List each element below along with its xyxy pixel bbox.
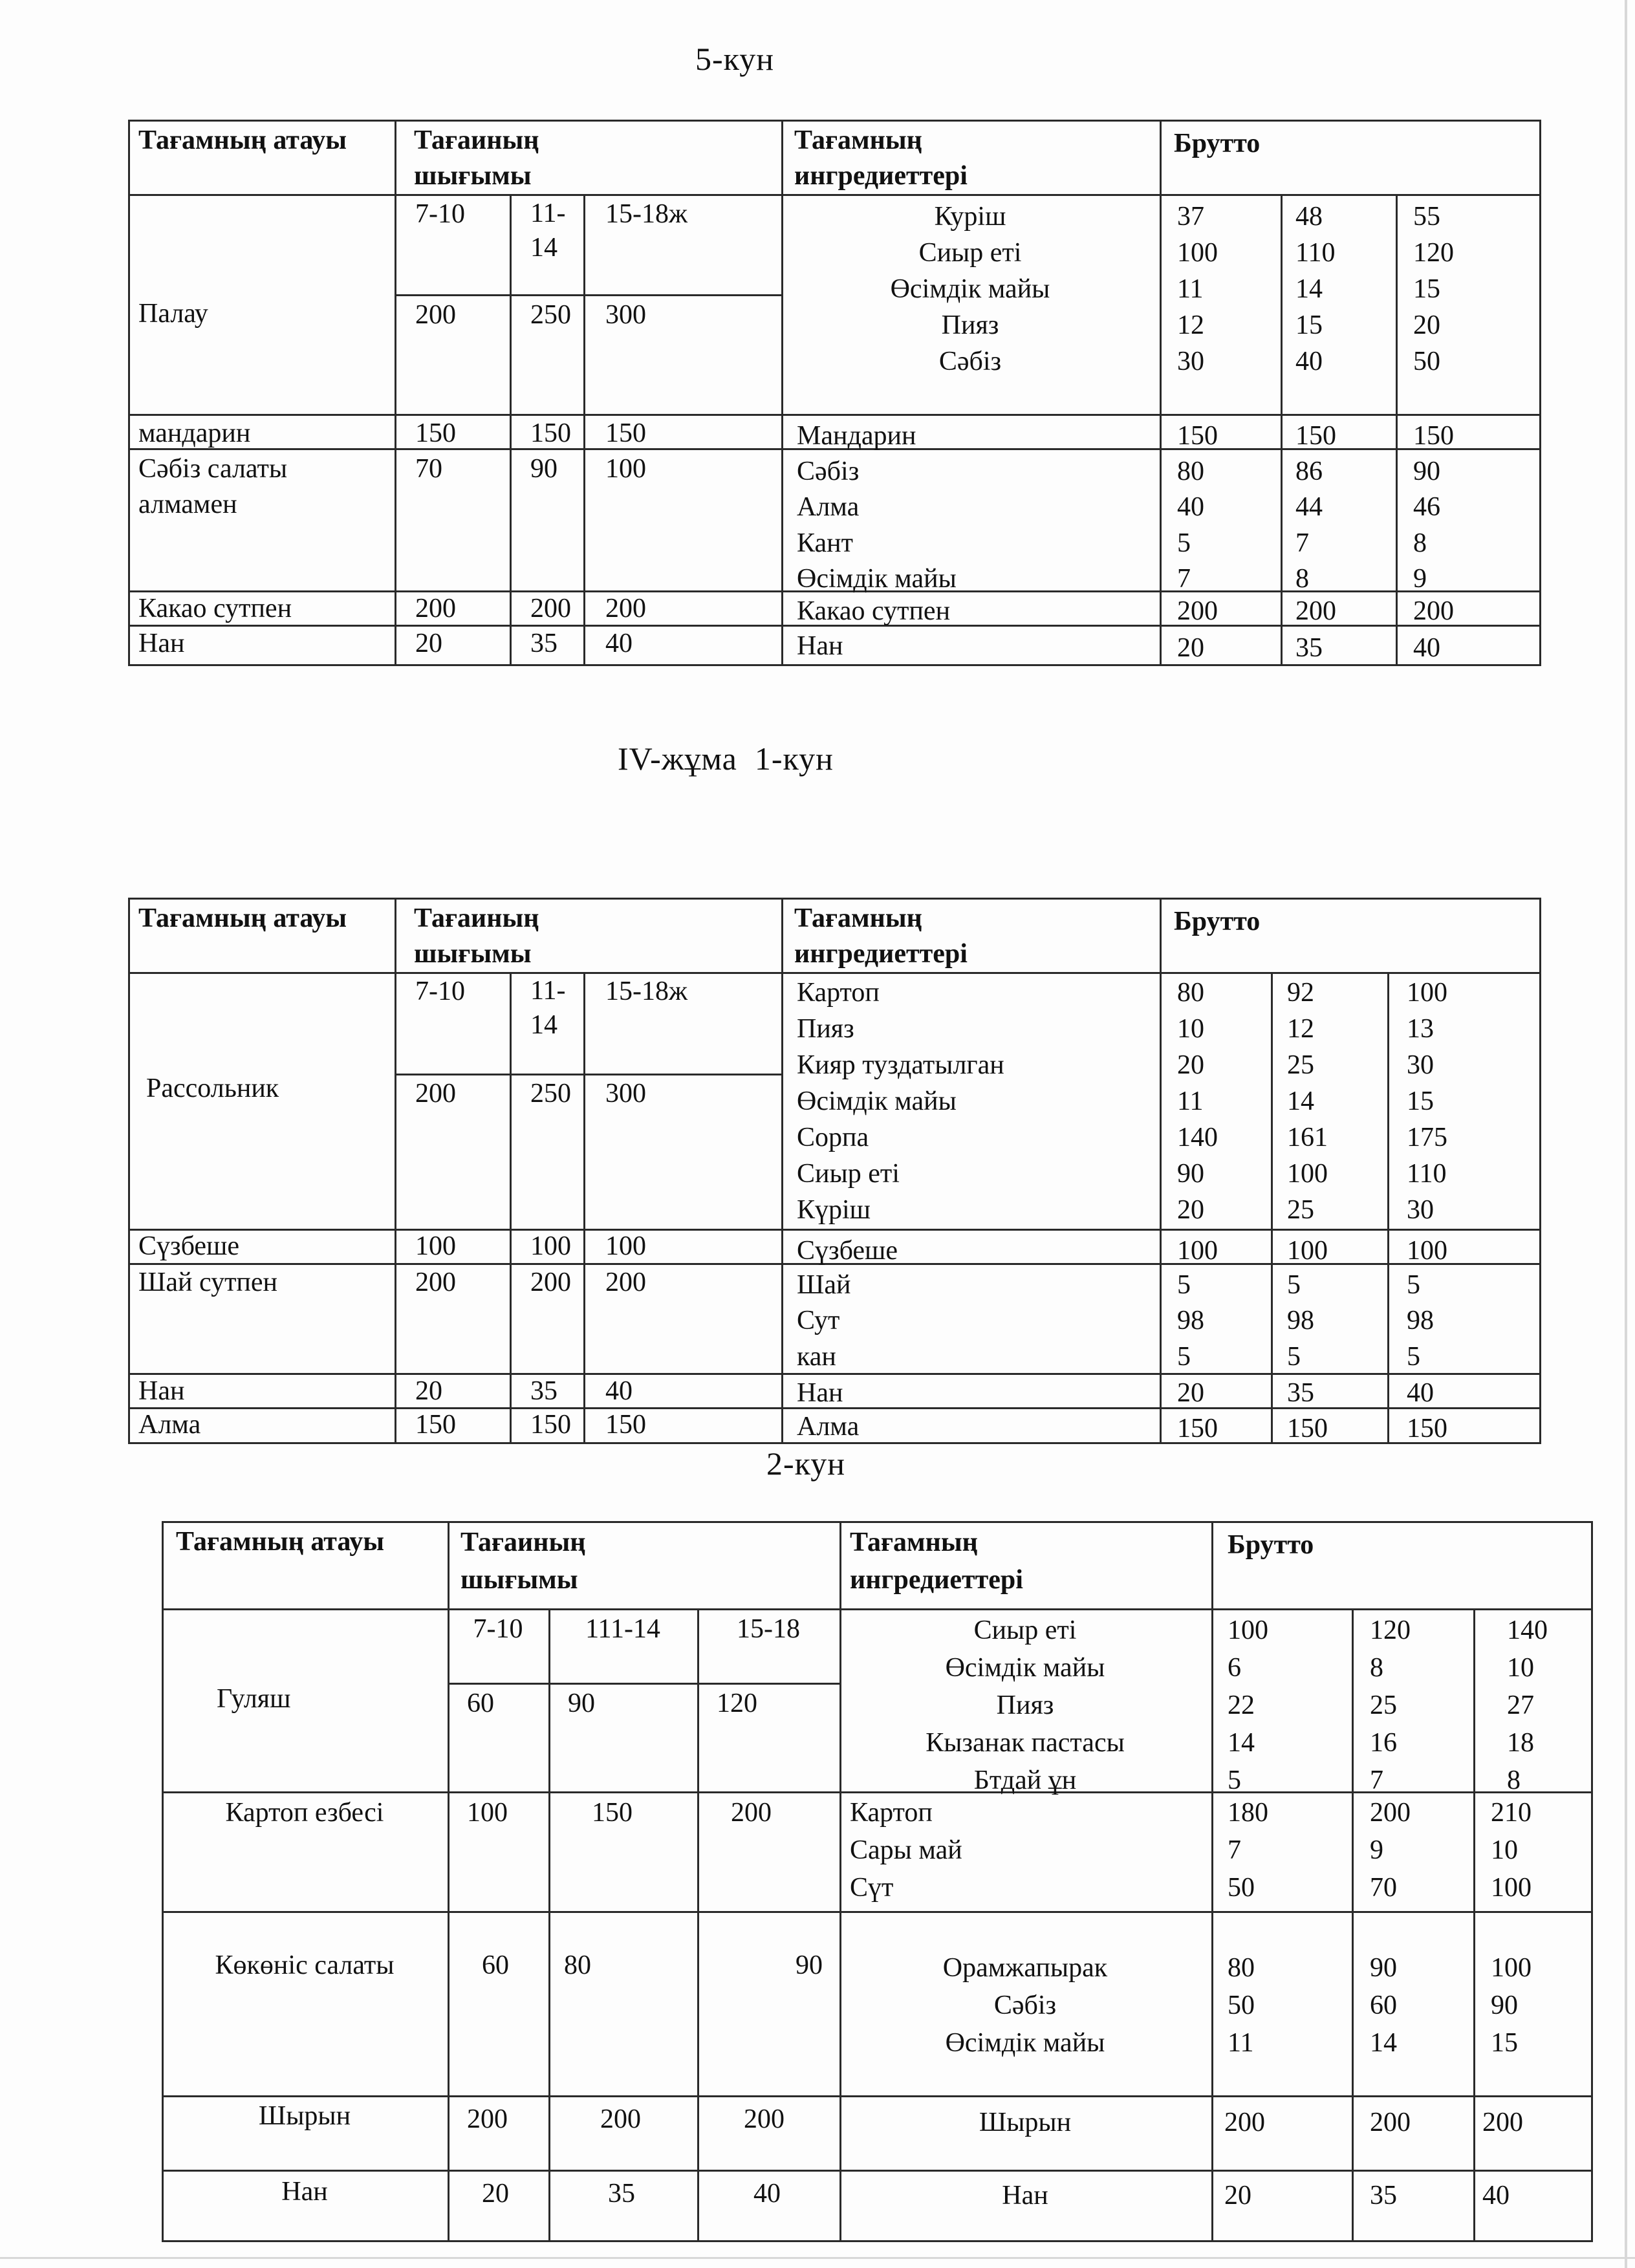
gross-value: 7: [1177, 564, 1191, 594]
gross-value: 210: [1491, 1798, 1532, 1828]
gross-value: 20: [1224, 2181, 1251, 2210]
yield-value: 40: [605, 629, 633, 658]
gross-value: 10: [1507, 1653, 1534, 1683]
ingredient: Кияр туздатылган: [797, 1050, 1004, 1080]
gross-value: 200: [1295, 596, 1336, 626]
gross-value: 50: [1228, 1991, 1255, 2020]
gross-value: 40: [1407, 1378, 1434, 1408]
yield-value: 20: [415, 629, 442, 658]
dish-name: Сүзбеше: [138, 1231, 240, 1261]
ingredient: Сүзбеше: [797, 1236, 898, 1266]
gross-value: 5: [1177, 528, 1191, 558]
gross-value: 110: [1295, 238, 1336, 268]
gross-value: 140: [1507, 1615, 1548, 1645]
ingredient: Сорпа: [797, 1123, 869, 1152]
gross-value: 30: [1177, 347, 1204, 376]
ingredient: Өсімдік майы: [797, 1086, 957, 1116]
ingredient-list: [841, 1950, 1209, 2063]
ingredient: Бтдай ұн: [973, 1766, 1077, 1795]
gross-value: 110: [1407, 1159, 1447, 1189]
gross-value: 100: [1287, 1159, 1328, 1189]
yield-value: 200: [744, 2104, 785, 2134]
yield-value: 35: [530, 629, 558, 658]
ingredient-list: [797, 454, 957, 598]
yield-value: 150: [415, 1410, 456, 1440]
gross-column: [1177, 1268, 1204, 1375]
age-group: 7-10: [415, 199, 465, 229]
yield-value: 150: [530, 1410, 571, 1440]
ingredient: Нан: [797, 1378, 843, 1408]
ingredient: Алма: [797, 1412, 860, 1442]
dish-name: Картоп езбесі: [225, 1798, 384, 1828]
header-gross: Брутто: [1228, 1530, 1314, 1560]
gross-column: [1177, 454, 1204, 598]
gross-value: 80: [1177, 457, 1204, 486]
dish-name: Нан: [138, 629, 185, 658]
dish-name: Шырын: [258, 2101, 351, 2131]
dish-name: Нан: [138, 1376, 185, 1406]
yield-value: 150: [415, 418, 456, 448]
yield-value: 200: [467, 2104, 508, 2134]
ingredient: Нан: [797, 631, 843, 661]
age-group: 7-10: [473, 1614, 523, 1644]
gross-column: [1177, 199, 1218, 380]
ingredient: Сиыр еті: [918, 238, 1022, 268]
dish-name: Рассольник: [146, 1074, 279, 1103]
gross-value: 150: [1287, 1414, 1328, 1443]
yield-value: 70: [415, 454, 442, 484]
ingredient: Өсімдік майы: [797, 564, 957, 594]
ingredient: Сиыр еті: [797, 1159, 900, 1189]
yield-value: 90: [796, 1950, 823, 1980]
gross-value: 10: [1177, 1014, 1204, 1044]
gross-value: 8: [1507, 1766, 1521, 1795]
yield-value: 200: [731, 1798, 772, 1828]
age-group: 7-10: [415, 977, 465, 1006]
gross-column: [1407, 1268, 1434, 1375]
gross-value: 5: [1287, 1270, 1301, 1300]
yield-value: 200: [605, 594, 646, 623]
yield-value: 90: [530, 454, 558, 484]
ingredient: Өсімдік майы: [945, 1653, 1105, 1683]
gross-column: [1370, 1795, 1411, 1908]
gross-value: 46: [1413, 492, 1440, 523]
ingredient: Сәбіз: [993, 1991, 1057, 2020]
gross-value: 7: [1370, 1766, 1383, 1795]
gross-value: 12: [1287, 1014, 1314, 1044]
gross-value: 200: [1370, 1798, 1411, 1828]
gross-column: [1228, 1795, 1268, 1908]
yield-value: 200: [600, 2104, 641, 2134]
dish-name: Сәбіз салаты алмамен: [138, 454, 288, 519]
gross-value: 80: [1177, 978, 1204, 1008]
gross-value: 100: [1491, 1873, 1532, 1903]
ingredient: Күріш: [797, 1195, 871, 1225]
age-group: 15-18ж: [605, 199, 688, 229]
ingredient: Пияз: [941, 310, 999, 340]
gross-value: 20: [1177, 1378, 1204, 1408]
ingredient: Кызанак пастасы: [926, 1728, 1125, 1758]
gross-value: 35: [1287, 1378, 1314, 1408]
gross-value: 15: [1295, 310, 1323, 340]
gross-value: 90: [1177, 1159, 1204, 1189]
ingredient: Картоп: [850, 1798, 933, 1828]
yield-value: 300: [605, 1079, 646, 1108]
gross-value: 14: [1295, 274, 1323, 304]
gross-value: 70: [1370, 1873, 1397, 1903]
gross-value: 40: [1482, 2181, 1510, 2210]
gross-column: [1228, 1613, 1268, 1800]
gross-value: 6: [1228, 1653, 1241, 1683]
ingredient: Кант: [797, 528, 853, 558]
yield-value: 40: [605, 1376, 633, 1406]
gross-value: 15: [1491, 2028, 1518, 2058]
ingredient: кан: [797, 1341, 836, 1372]
yield-value: 200: [415, 1079, 456, 1108]
ingredient: Өсімдік майы: [890, 274, 1050, 304]
header-ingredients: Тағамның ингредиеттері: [850, 1528, 1023, 1595]
gross-value: 98: [1287, 1306, 1314, 1336]
gross-value: 80: [1228, 1953, 1255, 1983]
gross-value: 44: [1295, 492, 1323, 523]
gross-value: 5: [1177, 1341, 1191, 1372]
dish-name: Шай сутпен: [138, 1268, 278, 1297]
gross-value: 8: [1413, 528, 1427, 558]
age-group: 15-18ж: [605, 977, 688, 1006]
yield-value: 250: [530, 1079, 571, 1108]
header-gross: Брутто: [1174, 907, 1261, 936]
dish-name: Палау: [138, 299, 208, 329]
gross-value: 100: [1228, 1615, 1268, 1645]
gross-column: [1491, 1795, 1532, 1908]
ingredient: Картоп: [797, 978, 880, 1008]
yield-value: 150: [605, 1410, 646, 1440]
ingredient: Сүт: [850, 1873, 894, 1903]
gross-column: [1228, 1950, 1255, 2063]
yield-value: 300: [605, 300, 646, 330]
dish-name: мандарин: [138, 418, 251, 448]
gross-value: 16: [1370, 1728, 1397, 1758]
gross-column: [1413, 199, 1454, 380]
header-gross: Брутто: [1174, 129, 1261, 158]
ingredient-list: [797, 1268, 851, 1375]
gross-value: 120: [1413, 238, 1454, 268]
header-yield: Тағаиның шығымы: [414, 125, 539, 191]
gross-value: 100: [1491, 1953, 1532, 1983]
yield-value: 35: [608, 2179, 635, 2209]
ingredient: Сәбіз: [797, 457, 860, 486]
yield-value: 60: [467, 1689, 494, 1718]
gross-value: 27: [1507, 1690, 1534, 1720]
gross-value: 90: [1413, 457, 1440, 486]
gross-value: 200: [1482, 2108, 1523, 2137]
ingredient: Орамжапырак: [942, 1953, 1108, 1983]
yield-value: 100: [467, 1798, 508, 1828]
gross-column: [1407, 975, 1447, 1229]
gross-value: 100: [1407, 1236, 1447, 1266]
gross-value: 20: [1177, 1195, 1204, 1225]
section-title-day2: 2-кун: [766, 1445, 845, 1482]
gross-value: 98: [1407, 1306, 1434, 1336]
gross-value: 15: [1407, 1086, 1434, 1116]
header-ingredients: Тағамның ингредиеттері: [794, 125, 968, 191]
gross-column: [1491, 1950, 1532, 2063]
gross-value: 14: [1370, 2028, 1397, 2058]
header-yield: Тағаиның шығымы: [460, 1528, 586, 1595]
yield-value: 100: [530, 1231, 571, 1261]
gross-value: 30: [1407, 1050, 1434, 1080]
ingredient: Сары май: [850, 1835, 962, 1865]
ingredient: Шай: [797, 1270, 851, 1300]
ingredient: Куріш: [934, 202, 1006, 232]
gross-value: 18: [1507, 1728, 1534, 1758]
section-title-week4-day1: IV-жұма 1-кун: [618, 740, 834, 777]
gross-value: 10: [1491, 1835, 1518, 1865]
gross-value: 9: [1413, 564, 1427, 594]
gross-value: 8: [1370, 1653, 1383, 1683]
gross-column: [1287, 975, 1328, 1229]
gross-column: [1177, 975, 1218, 1229]
ingredient: Сәбіз: [938, 347, 1002, 376]
yield-value: 200: [605, 1268, 646, 1297]
age-group: 11-14: [530, 199, 566, 263]
gross-value: 90: [1491, 1991, 1518, 2020]
dish-name: Көкөніс салаты: [215, 1950, 395, 1980]
yield-value: 200: [415, 594, 456, 623]
gross-value: 40: [1295, 347, 1323, 376]
gross-value: 150: [1407, 1414, 1447, 1443]
gross-column: [1287, 1268, 1314, 1375]
header-dish-name: Тағамның атауы: [138, 903, 347, 933]
gross-column: [1370, 1613, 1411, 1800]
yield-value: 90: [568, 1689, 595, 1718]
gross-value: 48: [1295, 202, 1323, 232]
yield-value: 200: [530, 1268, 571, 1297]
gross-value: 5: [1407, 1270, 1420, 1300]
gross-value: 25: [1370, 1690, 1397, 1720]
dish-name: Алма: [138, 1410, 201, 1440]
gross-value: 25: [1287, 1050, 1314, 1080]
gross-value: 7: [1228, 1835, 1241, 1865]
gross-value: 150: [1413, 421, 1454, 451]
gross-value: 40: [1413, 633, 1440, 663]
gross-value: 90: [1370, 1953, 1397, 1983]
age-group: 11-14: [530, 976, 566, 1040]
gross-value: 140: [1177, 1123, 1218, 1152]
yield-value: 150: [530, 418, 571, 448]
gross-value: 5: [1287, 1341, 1301, 1372]
gross-value: 20: [1177, 633, 1204, 663]
yield-value: 120: [717, 1689, 757, 1718]
yield-value: 100: [605, 1231, 646, 1261]
dish-name: Какао сутпен: [138, 594, 292, 623]
gross-value: 86: [1295, 457, 1323, 486]
yield-value: 80: [564, 1950, 591, 1980]
gross-value: 25: [1287, 1195, 1314, 1225]
header-dish-name: Тағамның атауы: [138, 125, 347, 155]
gross-value: 50: [1228, 1873, 1255, 1903]
age-group: 15-18: [737, 1614, 800, 1644]
gross-value: 100: [1177, 1236, 1218, 1266]
gross-column: [1413, 454, 1440, 598]
gross-value: 11: [1177, 1086, 1204, 1116]
gross-value: 120: [1370, 1615, 1411, 1645]
ingredient: Алма: [797, 492, 860, 523]
gross-value: 150: [1177, 1414, 1218, 1443]
ingredient: Өсімдік майы: [945, 2028, 1105, 2058]
header-dish-name: Тағамның атауы: [176, 1527, 385, 1557]
gross-value: 200: [1177, 596, 1218, 626]
gross-value: 9: [1370, 1835, 1383, 1865]
yield-value: 20: [482, 2179, 509, 2209]
gross-value: 175: [1407, 1123, 1447, 1152]
gross-value: 14: [1287, 1086, 1314, 1116]
yield-value: 200: [530, 594, 571, 623]
ingredient-list: [841, 1613, 1209, 1800]
gross-value: 37: [1177, 202, 1204, 232]
yield-value: 100: [605, 454, 646, 484]
yield-value: 250: [530, 300, 571, 330]
gross-value: 20: [1177, 1050, 1204, 1080]
gross-column: [1295, 454, 1323, 598]
gross-value: 150: [1295, 421, 1336, 451]
gross-value: 40: [1177, 492, 1204, 523]
ingredient: Сут: [797, 1306, 840, 1336]
gross-value: 11: [1177, 274, 1204, 304]
section-title-day5: 5-кун: [695, 41, 774, 77]
gross-value: 20: [1413, 310, 1440, 340]
gross-value: 13: [1407, 1014, 1434, 1044]
ingredient: Мандарин: [797, 421, 916, 451]
gross-column: [1370, 1950, 1397, 2063]
scan-artifact: [1625, 0, 1627, 2268]
scan-artifact: [0, 2257, 1635, 2259]
yield-value: 200: [415, 300, 456, 330]
gross-value: 200: [1224, 2108, 1265, 2137]
gross-value: 35: [1295, 633, 1323, 663]
dish-name: Гуляш: [217, 1684, 291, 1714]
gross-value: 55: [1413, 202, 1440, 232]
gross-value: 60: [1370, 1991, 1397, 2020]
gross-value: 100: [1407, 978, 1447, 1008]
ingredient: Пияз: [996, 1690, 1054, 1720]
header-yield: Тағаиның шығымы: [414, 903, 539, 969]
gross-value: 180: [1228, 1798, 1268, 1828]
dish-name: Нан: [281, 2177, 328, 2207]
gross-column: [1507, 1613, 1548, 1800]
gross-value: 100: [1177, 238, 1218, 268]
gross-value: 14: [1228, 1728, 1255, 1758]
yield-value: 40: [753, 2179, 781, 2209]
ingredient-list: [797, 975, 1004, 1229]
gross-value: 30: [1407, 1195, 1434, 1225]
gross-value: 200: [1370, 2108, 1411, 2137]
gross-value: 35: [1370, 2181, 1397, 2210]
ingredient: Сиыр еті: [973, 1615, 1077, 1645]
gross-value: 98: [1177, 1306, 1204, 1336]
gross-value: 5: [1177, 1270, 1191, 1300]
gross-value: 150: [1177, 421, 1218, 451]
gross-value: 12: [1177, 310, 1204, 340]
ingredient-list: [796, 199, 1145, 380]
yield-value: 150: [605, 418, 646, 448]
gross-value: 8: [1295, 564, 1309, 594]
yield-value: 150: [592, 1798, 633, 1828]
age-group: 111-14: [585, 1614, 660, 1644]
gross-value: 5: [1228, 1766, 1241, 1795]
header-ingredients: Тағамның ингредиеттері: [794, 903, 968, 969]
gross-value: 11: [1228, 2028, 1254, 2058]
gross-value: 161: [1287, 1123, 1328, 1152]
gross-value: 15: [1413, 274, 1440, 304]
gross-value: 5: [1407, 1341, 1420, 1372]
yield-value: 60: [482, 1950, 509, 1980]
ingredient-list: [850, 1795, 962, 1908]
gross-value: 50: [1413, 347, 1440, 376]
yield-value: 100: [415, 1231, 456, 1261]
yield-value: 200: [415, 1268, 456, 1297]
yield-value: 20: [415, 1376, 442, 1406]
ingredient: Пияз: [797, 1014, 854, 1044]
gross-column: [1295, 199, 1335, 380]
gross-value: 200: [1413, 596, 1454, 626]
yield-value: 35: [530, 1376, 558, 1406]
gross-value: 100: [1287, 1236, 1328, 1266]
ingredient: Какао сутпен: [797, 596, 951, 626]
ingredient: Шырын: [979, 2108, 1072, 2137]
gross-value: 92: [1287, 978, 1314, 1008]
ingredient: Нан: [1002, 2181, 1048, 2210]
gross-value: 22: [1228, 1690, 1255, 1720]
gross-value: 7: [1295, 528, 1309, 558]
